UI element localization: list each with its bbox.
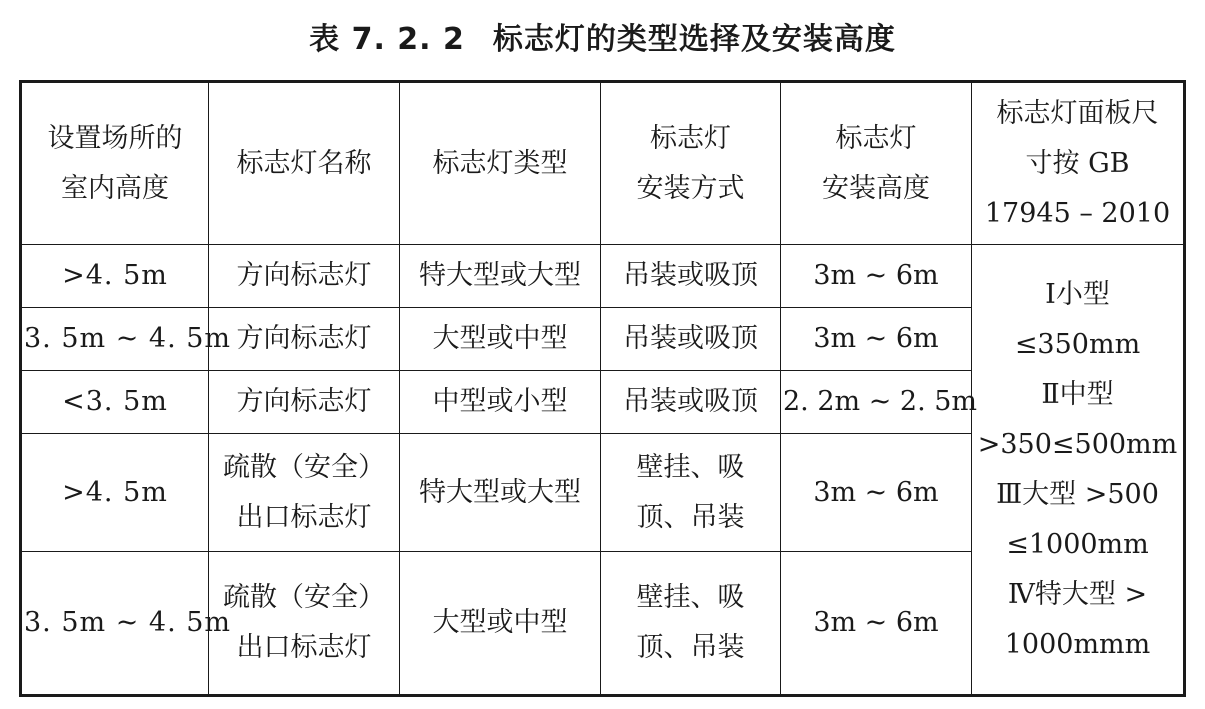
cell-mount-height: 2. 2m ~ 2. 5m bbox=[781, 371, 972, 434]
cell-indoor-height: 3. 5m ~ 4. 5m bbox=[21, 308, 209, 371]
cell-lamp-name: 疏散（安全） 出口标志灯 bbox=[209, 552, 400, 696]
cell-lamp-name: 方向标志灯 bbox=[209, 308, 400, 371]
table-title bbox=[0, 14, 1205, 58]
cell-indoor-height: <3. 5m bbox=[21, 371, 209, 434]
header-lamp-name: 标志灯名称 bbox=[209, 82, 400, 245]
header-mount-method: 标志灯 安装方式 bbox=[601, 82, 781, 245]
cell-lamp-type: 大型或中型 bbox=[400, 552, 601, 696]
cell-mount-height: 3m ~ 6m bbox=[781, 552, 972, 696]
cell-mount-method: 吊装或吸顶 bbox=[601, 245, 781, 308]
cell-lamp-name: 疏散（安全） 出口标志灯 bbox=[209, 434, 400, 552]
cell-indoor-height: 3. 5m ~ 4. 5m bbox=[21, 552, 209, 696]
cell-indoor-height: >4. 5m bbox=[21, 434, 209, 552]
lamp-spec-table bbox=[19, 80, 1186, 697]
cell-mount-method: 壁挂、吸 顶、吊装 bbox=[601, 434, 781, 552]
table-title-text: 标志灯的类型选择及安装高度 bbox=[492, 22, 896, 57]
cell-mount-height: 3m ~ 6m bbox=[781, 434, 972, 552]
cell-mount-height: 3m ~ 6m bbox=[781, 308, 972, 371]
table-row bbox=[21, 245, 1185, 308]
cell-mount-height: 3m ~ 6m bbox=[781, 245, 972, 308]
cell-indoor-height: >4. 5m bbox=[21, 245, 209, 308]
cell-panel-size: Ⅰ小型 ≤350mm Ⅱ中型 >350≤500mm Ⅲ大型 >500 ≤1000mm Ⅳ特大型 > 1000mmm bbox=[972, 245, 1185, 696]
cell-lamp-type: 大型或中型 bbox=[400, 308, 601, 371]
header-indoor-height: 设置场所的 室内高度 bbox=[21, 82, 209, 245]
header-mount-height: 标志灯 安装高度 bbox=[781, 82, 972, 245]
cell-lamp-type: 特大型或大型 bbox=[400, 245, 601, 308]
header-lamp-type: 标志灯类型 bbox=[400, 82, 601, 245]
header-row bbox=[21, 82, 1185, 245]
cell-mount-method: 吊装或吸顶 bbox=[601, 308, 781, 371]
cell-lamp-name: 方向标志灯 bbox=[209, 371, 400, 434]
cell-mount-method: 吊装或吸顶 bbox=[601, 371, 781, 434]
header-panel-size: 标志灯面板尺 寸按 GB 17945 – 2010 bbox=[972, 82, 1185, 245]
cell-lamp-type: 特大型或大型 bbox=[400, 434, 601, 552]
cell-lamp-name: 方向标志灯 bbox=[209, 245, 400, 308]
cell-mount-method: 壁挂、吸 顶、吊装 bbox=[601, 552, 781, 696]
cell-lamp-type: 中型或小型 bbox=[400, 371, 601, 434]
table-number: 表 7. 2. 2 bbox=[309, 22, 465, 57]
